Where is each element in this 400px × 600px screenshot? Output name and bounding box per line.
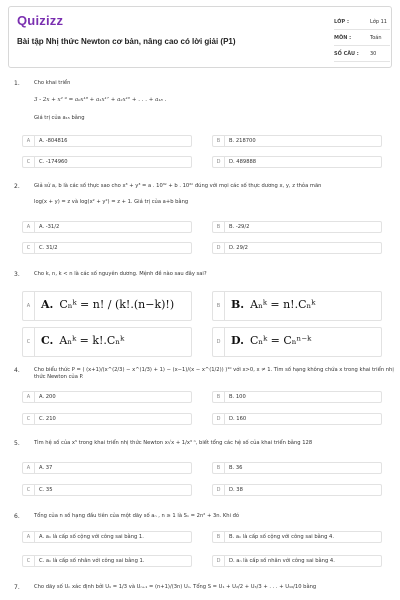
option-letter: B — [213, 222, 225, 232]
worksheet-header — [8, 6, 392, 68]
option-b[interactable] — [212, 462, 382, 474]
meta-label: SỐ CÂU : — [334, 51, 359, 57]
option-d[interactable] — [212, 484, 382, 496]
option-expression: Cₙᵏ = Cₙⁿ⁻ᵏ — [249, 334, 312, 347]
option-c[interactable] — [22, 156, 192, 168]
option-letter: A — [23, 463, 35, 473]
option-text: B. 100 — [229, 394, 246, 400]
option-c[interactable] — [22, 413, 192, 425]
question-number: 1. — [14, 80, 20, 87]
option-text: D. aₙ là cấp số nhân với công sai bằng 4. — [229, 558, 335, 564]
option-text: B. 218700 — [229, 138, 256, 144]
option-label: A. — [41, 298, 54, 311]
option-b[interactable] — [212, 391, 382, 403]
option-a[interactable] — [22, 531, 192, 543]
option-text: B. aₙ là cấp số cộng với công sai bằng 4. — [229, 534, 334, 540]
option-text: C. aₙ là cấp số nhân với công sai bằng 1. — [39, 558, 145, 564]
option-text: A. 37 — [39, 465, 53, 471]
meta-label: LỚP : — [334, 19, 349, 25]
question-number: 7. — [14, 584, 20, 591]
question-text-2: Giá trị của a₁₅ bằng — [34, 115, 85, 121]
option-b[interactable] — [212, 135, 382, 147]
option-text: C. 35 — [39, 487, 53, 493]
option-text: C. 210 — [39, 416, 56, 422]
option-text: D. 489888 — [229, 159, 257, 165]
question-text: Cho biểu thức P = ( (x+1)/(x^(2/3) − x^(1/3) + 1) − (x−1)/(x − x^(1/2)) )¹⁰ với x>0, x ≠ 1. Tìm số hạng không chứa x trong khai triển nhị thức Newton của P. — [34, 367, 394, 380]
option-label: B. — [231, 298, 245, 311]
option-letter: D — [213, 414, 225, 424]
option-text: A. -804816 — [39, 138, 68, 144]
option-letter: D — [213, 243, 225, 253]
option-d[interactable] — [212, 413, 382, 425]
option-letter: A — [23, 292, 35, 320]
option-text — [231, 334, 311, 347]
meta-value: Lớp 11 — [370, 19, 387, 25]
option-a[interactable] — [22, 221, 192, 233]
option-letter: C — [23, 328, 35, 356]
option-text: C. 31/2 — [39, 245, 58, 251]
option-b[interactable] — [212, 221, 382, 233]
question-number: 6. — [14, 513, 20, 520]
option-d[interactable] — [212, 327, 382, 357]
option-c[interactable] — [22, 484, 192, 496]
option-d[interactable] — [212, 555, 382, 567]
option-letter: C — [23, 157, 35, 167]
question-number: 2. — [14, 183, 20, 190]
option-letter: B — [213, 532, 225, 542]
option-text — [41, 334, 124, 347]
option-a[interactable] — [22, 135, 192, 147]
option-label: C. — [41, 334, 54, 347]
meta-value: 30 — [370, 51, 377, 57]
option-letter: A — [23, 222, 35, 232]
meta-value: Toán — [370, 35, 382, 41]
option-letter: C — [23, 414, 35, 424]
question-text: Tổng của n số hạng đầu tiên của một dãy số aₙ , n ≥ 1 là Sₙ = 2n² + 3n. Khi đó — [34, 513, 240, 519]
meta-row-class — [334, 16, 390, 30]
option-text: A. aₙ là cấp số cộng với công sai bằng 1. — [39, 534, 144, 540]
option-text — [41, 298, 174, 311]
option-d[interactable] — [212, 156, 382, 168]
option-letter: D — [213, 328, 225, 356]
option-text: D. 29/2 — [229, 245, 248, 251]
question-text: Tìm hệ số của x⁵ trong khai triển nhị thức Newton x√x + 1/x³ ⁿ, biết tổng các hệ số của khai triển bằng 128 — [34, 440, 313, 446]
option-expression: Aₙᵏ = k!.Cₙᵏ — [59, 334, 125, 347]
option-a[interactable] — [22, 462, 192, 474]
option-letter: B — [213, 136, 225, 146]
option-text — [231, 298, 315, 311]
option-text: A. -31/2 — [39, 224, 60, 230]
option-letter: C — [23, 243, 35, 253]
question-text: Cho dãy số Uₙ xác định bởi U₁ = 1/3 và Uₙ₊₁ = (n+1)/(3n) Uₙ. Tổng S = U₁ + U₂/2 + U₃/3 + . . . + U₁₀/10 bằng — [34, 584, 317, 590]
option-a[interactable] — [22, 391, 192, 403]
option-expression: Cₙᵏ = n! / (k!.(n−k)!) — [59, 298, 175, 311]
option-letter: A — [23, 136, 35, 146]
option-letter: B — [213, 463, 225, 473]
question-formula: 3 - 2x + x² ⁹ = a₀x¹⁸ + a₁x¹⁷ + a₂x¹⁶ + . . . + a₁₈ . — [34, 97, 167, 103]
meta-label: MÔN : — [334, 35, 352, 41]
option-expression: Aₙᵏ = n!.Cₙᵏ — [250, 298, 316, 311]
option-c[interactable] — [22, 242, 192, 254]
option-text: C. -174960 — [39, 159, 68, 165]
page-title: Bài tập Nhị thức Newton cơ bản, nâng cao có lời giải (P1) — [17, 37, 236, 46]
question-text: Giả sử a, b là các số thực sao cho x³ + y³ = a . 10³ᶻ + b . 10²ᶻ đúng với mọi các số thực dương x, y, z thỏa mãn — [34, 183, 322, 189]
meta-table — [334, 16, 390, 64]
option-letter: A — [23, 392, 35, 402]
option-letter: D — [213, 485, 225, 495]
option-b[interactable] — [212, 291, 382, 321]
option-letter: B — [213, 392, 225, 402]
question-text: Cho khai triển — [34, 80, 71, 86]
option-c[interactable] — [22, 327, 192, 357]
option-letter: C — [23, 485, 35, 495]
question-text: Cho k, n, k < n là các số nguyên dương. Mệnh đề nào sau đây sai? — [34, 271, 207, 277]
option-letter: B — [213, 292, 225, 320]
question-number: 5. — [14, 440, 20, 447]
option-label: D. — [231, 334, 244, 347]
option-letter: C — [23, 556, 35, 566]
option-letter: A — [23, 532, 35, 542]
option-letter: D — [213, 556, 225, 566]
option-c[interactable] — [22, 555, 192, 567]
question-number: 3. — [14, 271, 20, 278]
question-number: 4. — [14, 367, 20, 374]
option-b[interactable] — [212, 531, 382, 543]
quizizz-logo[interactable]: Quizizz — [17, 13, 64, 28]
meta-row-subject — [334, 32, 390, 46]
meta-row-count — [334, 48, 390, 62]
option-text: A. 200 — [39, 394, 56, 400]
question-text-2: log(x + y) = z và log(x² + y²) = z + 1. Giá trị của a+b bằng — [34, 199, 189, 205]
option-text: B. 36 — [229, 465, 243, 471]
option-d[interactable] — [212, 242, 382, 254]
option-text: B. -29/2 — [229, 224, 250, 230]
option-text: D. 38 — [229, 487, 243, 493]
option-a[interactable] — [22, 291, 192, 321]
option-letter: D — [213, 157, 225, 167]
option-text: D. 160 — [229, 416, 247, 422]
